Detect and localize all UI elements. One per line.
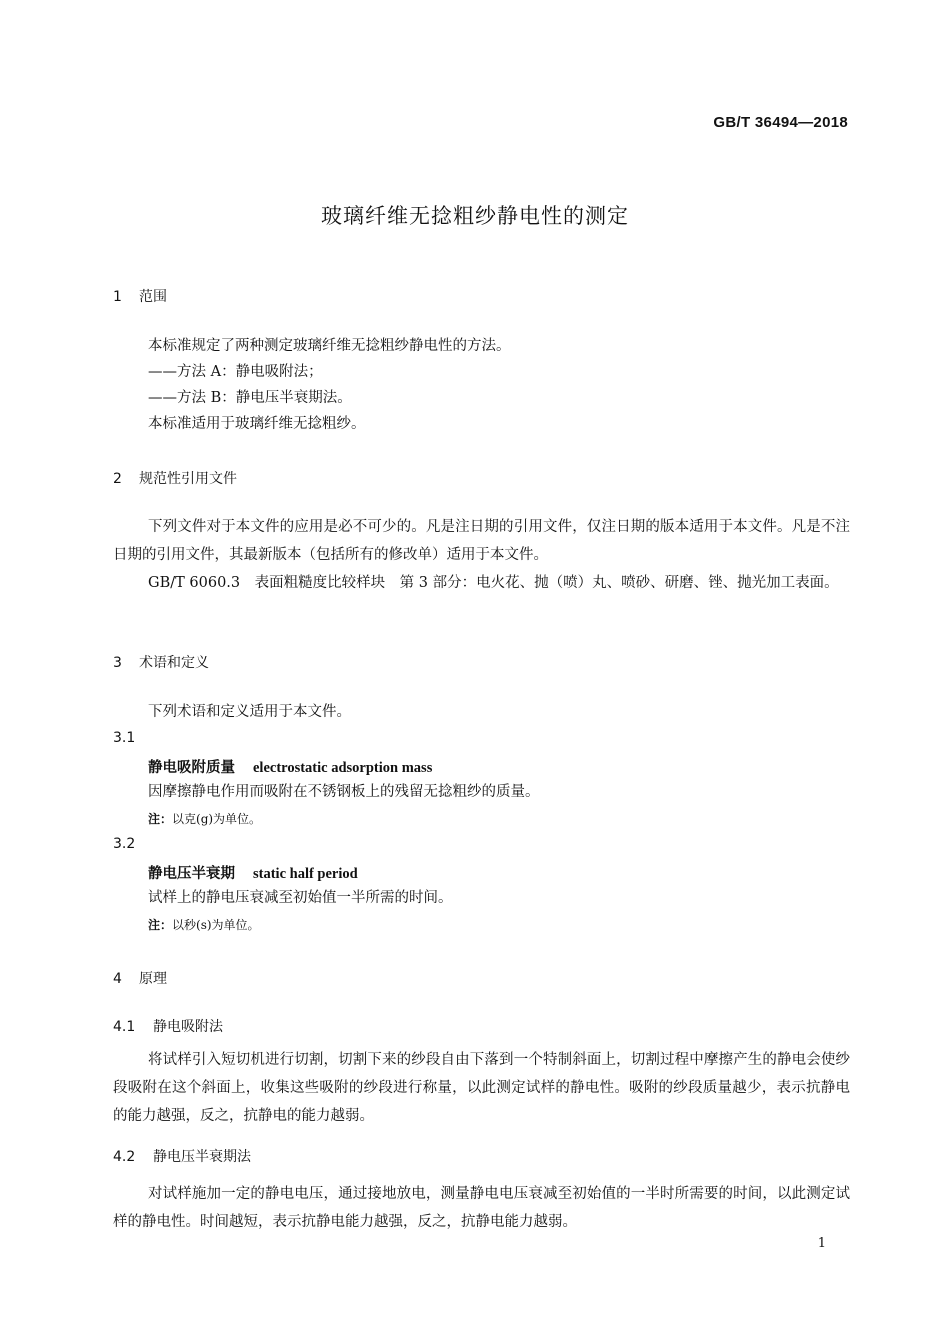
document-title: 玻璃纤维无捻粗纱静电性的测定	[321, 204, 629, 228]
term-chinese: 静电压半衰期	[148, 866, 235, 882]
section-title: 规范性引用文件	[139, 471, 237, 487]
scope-line-1: 本标准规定了两种测定玻璃纤维无捻粗纱静电性的方法。	[148, 338, 511, 354]
term-number: 3.2	[113, 836, 136, 852]
section-number: 2	[113, 471, 122, 487]
note-text: 以克(g)为单位。	[172, 812, 262, 826]
subsection-4-2-heading	[113, 1146, 251, 1166]
standard-code: GB/T 36494—2018	[713, 114, 848, 131]
term-note	[148, 916, 260, 933]
section-title: 范围	[139, 289, 167, 305]
term-english: electrostatic adsorption mass	[253, 760, 433, 776]
scope-line-4: 本标准适用于玻璃纤维无捻粗纱。	[148, 416, 366, 432]
subsection-title: 静电压半衰期法	[153, 1149, 251, 1165]
subsection-title: 静电吸附法	[153, 1019, 223, 1035]
scope-line-3: ——方法 B：静电压半衰期法。	[148, 390, 352, 406]
term-number: 3.1	[113, 730, 136, 746]
term-entry	[148, 756, 432, 777]
section-title: 原理	[139, 971, 167, 987]
term-definition: 因摩擦静电作用而吸附在不锈钢板上的残留无捻粗纱的质量。	[148, 784, 540, 800]
term-chinese: 静电吸附质量	[148, 760, 235, 776]
term-note	[148, 810, 261, 827]
normative-ref-item: GB/T 6060.3 表面粗糙度比较样块 第 3 部分：电火花、抛（喷）丸、喷砂、研磨、锉、抛光加工表面。	[148, 575, 839, 591]
term-definition: 试样上的静电压衰减至初始值一半所需的时间。	[148, 890, 453, 906]
section-number: 4	[113, 971, 122, 987]
note-label: 注：	[148, 812, 173, 826]
section-1-heading	[113, 286, 167, 306]
subsection-number: 4.1	[113, 1019, 136, 1035]
subsection-4-1-heading	[113, 1016, 223, 1036]
principle-method-b-paragraph: 对试样施加一定的静电电压，通过接地放电，测量静电电压衰减至初始值的一半时所需要的时间，以此测定试样的静电性。时间越短，表示抗静电能力越强，反之，抗静电能力越弱。	[113, 1186, 850, 1230]
normative-refs-paragraph: 下列文件对于本文件的应用是必不可少的。凡是注日期的引用文件，仅注日期的版本适用于本文件。凡是不注日期的引用文件，其最新版本（包括所有的修改单）适用于本文件。	[113, 519, 850, 563]
note-label: 注：	[148, 918, 173, 932]
section-title: 术语和定义	[139, 655, 209, 671]
subsection-number: 4.2	[113, 1149, 136, 1165]
term-entry	[148, 862, 358, 883]
term-english: static half period	[253, 866, 358, 882]
principle-method-a-paragraph: 将试样引入短切机进行切割，切割下来的纱段自由下落到一个特制斜面上，切割过程中摩擦产生的静电会使纱段吸附在这个斜面上，收集这些吸附的纱段进行称量，以此测定试样的静电性。吸附的纱段质量越少，表示抗静电的能力越强，反之，抗静电的能力越弱。	[113, 1052, 850, 1124]
section-4-heading	[113, 968, 167, 988]
section-2-heading	[113, 468, 237, 488]
section-3-heading	[113, 652, 209, 672]
terms-intro: 下列术语和定义适用于本文件。	[148, 704, 351, 720]
scope-line-2: ——方法 A：静电吸附法；	[148, 364, 323, 380]
section-number: 1	[113, 289, 122, 305]
section-number: 3	[113, 655, 122, 671]
note-text: 以秒(s)为单位。	[172, 918, 260, 932]
page-number: 1	[817, 1236, 826, 1251]
